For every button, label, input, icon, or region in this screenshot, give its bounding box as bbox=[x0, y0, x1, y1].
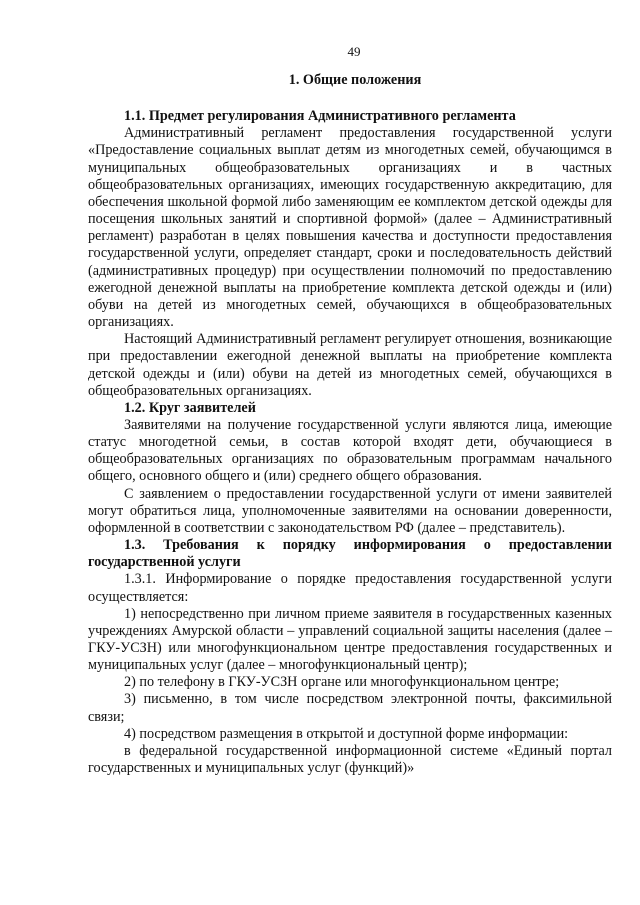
paragraph-1-2-1: Заявителями на получение государственной услуги являются лица, имеющие статус многодетной семьи, в состав которой входят дети, обучающиеся в общеобразовательных организациях по образовательным программам начального общего, основного общего и (или) среднего общего образования. bbox=[88, 416, 612, 485]
subsection-title-1-2: 1.2. Круг заявителей bbox=[124, 399, 256, 416]
subsection-title-1-1: 1.1. Предмет регулирования Административного регламента bbox=[124, 108, 516, 125]
subsection-title-1-3: 1.3. Требования к порядку информирования о предоставлении государственной услуги bbox=[88, 537, 612, 571]
paragraph-1-1-2: Настоящий Административный регламент регулирует отношения, возникающие при предоставлении ежегодной денежной выплаты на приобретение комплекта детской одежды и (или) обуви на детей из многодетных семей, обучающихся в общеобразовательных организациях. bbox=[88, 331, 612, 399]
paragraph-1-3-1: 1.3.1. Информирование о порядке предоставления государственной услуги осуществляется: bbox=[88, 571, 612, 605]
list-item-3: 3) письменно, в том числе посредством электронной почты, факсимильной связи; bbox=[88, 691, 612, 725]
section-title: 1. Общие положения bbox=[288, 72, 422, 88]
list-item-1: 1) непосредственно при личном приеме заявителя в государственных казенных учреждениях Амурской области – управлений социальной защиты населения (далее – ГКУ-УСЗН) или многофункциональном центре предоставления государственных и муниципальных услуг (далее – многофункциональный центр); bbox=[88, 605, 612, 674]
page-number: 49 bbox=[347, 44, 361, 59]
list-item-4: 4) посредством размещения в открытой и доступной форме информации: bbox=[124, 725, 569, 742]
paragraph-1-1-1: Административный регламент предоставления государственной услуги «Предоставление социальных выплат детям из многодетных семей, обучающимся в муниципальных общеобразовательных организациях и в частных общеобразовательных организациях, имеющих государственную аккредитацию, для обеспечения школьной формой либо заменяющим ее комплектом детской одежды для посещения школьных занятий и спортивной формой» (далее – Административный регламент) разработан в целях повышения качества и доступности предоставления государственной услуги, определяет стандарт, сроки и последовательность действий (административных процедур) при осуществлении полномочий по предоставлению ежегодной денежной выплаты на приобретение комплекта детской одежды и (или) обуви на детей из многодетных семей, обучающихся в общеобразовательных организациях. bbox=[88, 125, 612, 331]
paragraph-1-2-2: С заявлением о предоставлении государственной услуги от имени заявителей могут обратиться лица, уполномоченные заявителями на основании доверенности, оформленной в соответствии с законодательством РФ (далее – представитель). bbox=[88, 485, 612, 536]
list-item-5: в федеральной государственной информационной системе «Единый портал государственных и муниципальных услуг (функций)» bbox=[88, 742, 612, 777]
list-item-2: 2) по телефону в ГКУ-УСЗН органе или многофункциональном центре; bbox=[124, 674, 560, 691]
